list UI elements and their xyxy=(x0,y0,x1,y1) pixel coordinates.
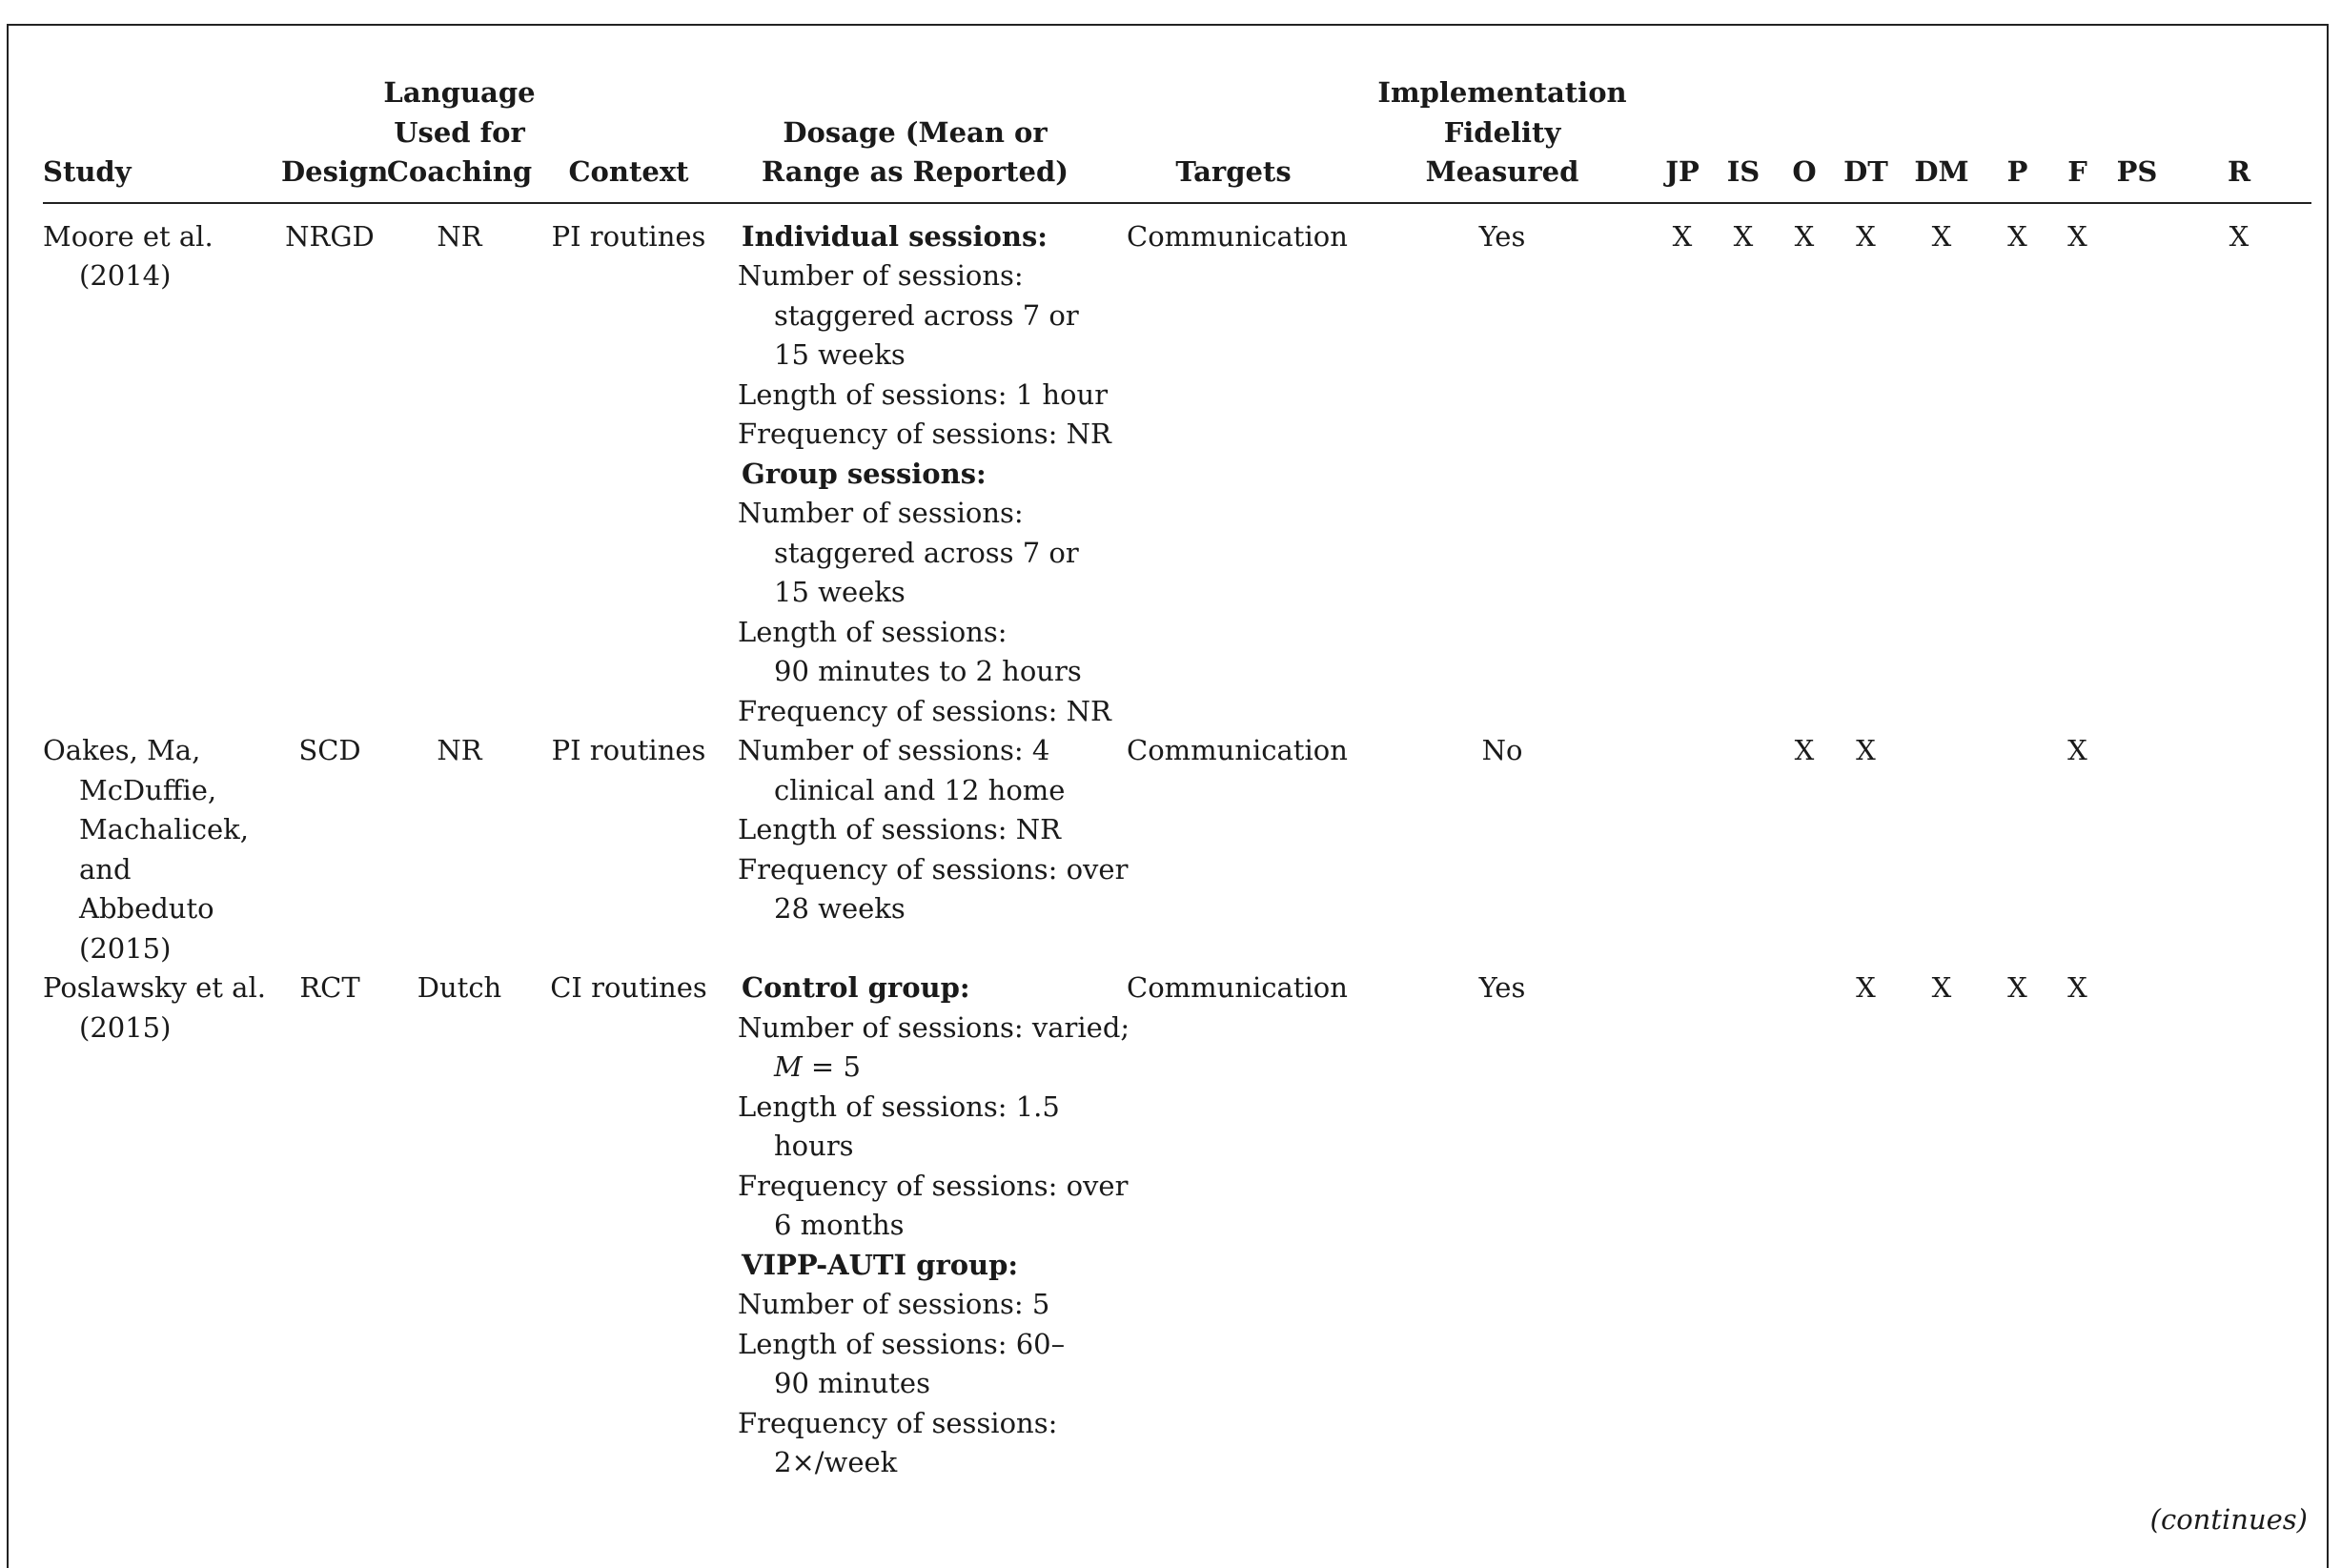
dosage-line: 28 weeks xyxy=(774,892,906,925)
dosage-line: Number of sessions: 4 xyxy=(738,734,1050,766)
mark-dt: X xyxy=(1856,734,1876,766)
cell-study xyxy=(43,203,281,732)
mark-r: X xyxy=(2229,219,2249,253)
cell-dosage xyxy=(717,731,1129,968)
mark-f: X xyxy=(2067,971,2087,1004)
cell-language: NR xyxy=(437,734,482,766)
dosage-group-label: VIPP-AUTI group: xyxy=(742,1248,1019,1281)
mark-r xyxy=(2167,731,2311,968)
cell-design: SCD xyxy=(298,734,361,766)
mark-jp xyxy=(1651,731,1714,968)
dosage-line: hours xyxy=(774,1130,854,1162)
dosage-line: 15 weeks xyxy=(774,576,906,608)
study-line: McDuffie, xyxy=(79,773,217,806)
cell-fidelity: Yes xyxy=(1478,971,1526,1004)
cell-targets: Communication xyxy=(1127,971,1348,1004)
mark-dt: X xyxy=(1856,971,1876,1004)
study-line: Poslawsky et al. xyxy=(43,971,266,1004)
header-study: Study xyxy=(43,73,281,203)
study-line: (2015) xyxy=(79,1010,172,1044)
dosage-line: 90 minutes xyxy=(774,1367,930,1399)
mark-ps xyxy=(2107,731,2167,968)
cell-context: PI routines xyxy=(551,734,706,766)
header-f: F xyxy=(2047,73,2107,203)
dosage-group-label: Group sessions: xyxy=(742,457,987,490)
cell-dosage xyxy=(717,968,1130,1483)
mark-p xyxy=(1987,731,2047,968)
dosage-line: Number of sessions: 5 xyxy=(738,1288,1050,1320)
dosage-line: Frequency of sessions: over xyxy=(738,852,1129,886)
cell-language: Dutch xyxy=(417,971,502,1004)
mark-o: X xyxy=(1794,734,1815,766)
table-row xyxy=(43,968,2311,1483)
mark-f: X xyxy=(2067,734,2087,766)
header-context: Context xyxy=(540,73,717,203)
header-dt: DT xyxy=(1836,73,1896,203)
cell-fidelity: No xyxy=(1481,734,1523,766)
study-line: and xyxy=(79,852,132,886)
dosage-group-label: Control group: xyxy=(742,971,970,1004)
header-fidelity: Implementation Fidelity Measured xyxy=(1354,73,1651,203)
header-dosage: Dosage (Mean or Range as Reported) xyxy=(717,73,1113,203)
dosage-line: 15 weeks xyxy=(774,338,906,371)
mark-o xyxy=(1773,968,1836,1483)
study-line: Abbeduto xyxy=(79,892,214,925)
continues-note: (continues) xyxy=(2149,1503,2308,1536)
header-o: O xyxy=(1773,73,1836,203)
dosage-line: Length of sessions: 60– xyxy=(738,1327,1066,1360)
mark-p: X xyxy=(2007,219,2027,253)
cell-language: NR xyxy=(437,219,482,253)
mark-f: X xyxy=(2067,219,2087,253)
header-dm: DM xyxy=(1896,73,1987,203)
cell-dosage xyxy=(717,203,1113,732)
mark-is xyxy=(1714,731,1773,968)
cell-study xyxy=(43,731,281,968)
study-line: (2014) xyxy=(79,259,172,292)
header-row xyxy=(43,73,2311,203)
dosage-line: M = 5 xyxy=(774,1050,861,1083)
studies-table xyxy=(43,73,2311,1483)
mark-r xyxy=(2167,968,2311,1483)
cell-fidelity: Yes xyxy=(1478,219,1526,253)
mark-is xyxy=(1714,968,1773,1483)
dosage-line: Frequency of sessions: NR xyxy=(738,417,1111,450)
dosage-line: Number of sessions: xyxy=(738,497,1024,529)
cell-context: PI routines xyxy=(551,219,706,253)
header-design: Design xyxy=(281,73,378,203)
dosage-line: Length of sessions: NR xyxy=(738,813,1061,845)
mark-dm: X xyxy=(1931,971,1952,1004)
dosage-line: staggered across 7 or xyxy=(774,536,1079,569)
header-p: P xyxy=(1987,73,2047,203)
dosage-line: Frequency of sessions: over xyxy=(738,1169,1129,1202)
dosage-line: 90 minutes to 2 hours xyxy=(774,655,1082,687)
study-line: (2015) xyxy=(79,931,172,965)
dosage-line: Number of sessions: varied; xyxy=(738,1010,1130,1044)
header-jp: JP xyxy=(1651,73,1714,203)
dosage-line: Length of sessions: 1 hour xyxy=(738,377,1109,411)
header-targets: Targets xyxy=(1113,73,1354,203)
mark-o: X xyxy=(1794,219,1815,253)
study-line: Machalicek, xyxy=(79,813,249,845)
header-language: Language Used for Coaching xyxy=(378,73,540,203)
header-is: IS xyxy=(1714,73,1773,203)
dosage-group-label: Individual sessions: xyxy=(742,219,1048,253)
dosage-line: Number of sessions: xyxy=(738,259,1024,292)
table-row xyxy=(43,203,2311,732)
document-page xyxy=(7,24,2329,1568)
cell-design: RCT xyxy=(299,971,360,1004)
cell-targets: Communication xyxy=(1127,734,1348,766)
mark-jp: X xyxy=(1672,219,1693,253)
dosage-line: Frequency of sessions: NR xyxy=(738,694,1111,727)
mark-dt: X xyxy=(1856,219,1876,253)
mark-dm xyxy=(1896,731,1987,968)
cell-design: NRGD xyxy=(285,219,375,253)
table-row xyxy=(43,731,2311,968)
cell-study xyxy=(43,968,281,1483)
header-ps: PS xyxy=(2107,73,2167,203)
mark-ps xyxy=(2107,203,2167,732)
mark-jp xyxy=(1651,968,1714,1483)
mark-dm: X xyxy=(1931,219,1952,253)
cell-context: CI routines xyxy=(550,971,707,1004)
study-line: Oakes, Ma, xyxy=(43,734,201,766)
mark-p: X xyxy=(2007,971,2027,1004)
dosage-line: Length of sessions: xyxy=(738,615,1008,648)
header-r: R xyxy=(2167,73,2311,203)
mark-is: X xyxy=(1733,219,1754,253)
study-line: Moore et al. xyxy=(43,219,214,253)
dosage-line: 6 months xyxy=(774,1209,905,1241)
dosage-line: staggered across 7 or xyxy=(774,298,1079,332)
table-body xyxy=(43,203,2311,1483)
dosage-line: 2×/week xyxy=(774,1446,898,1478)
cell-targets: Communication xyxy=(1127,219,1348,253)
mark-ps xyxy=(2107,968,2167,1483)
dosage-line: Length of sessions: 1.5 xyxy=(738,1089,1060,1123)
dosage-line: clinical and 12 home xyxy=(774,773,1066,806)
dosage-line: Frequency of sessions: xyxy=(738,1406,1058,1439)
